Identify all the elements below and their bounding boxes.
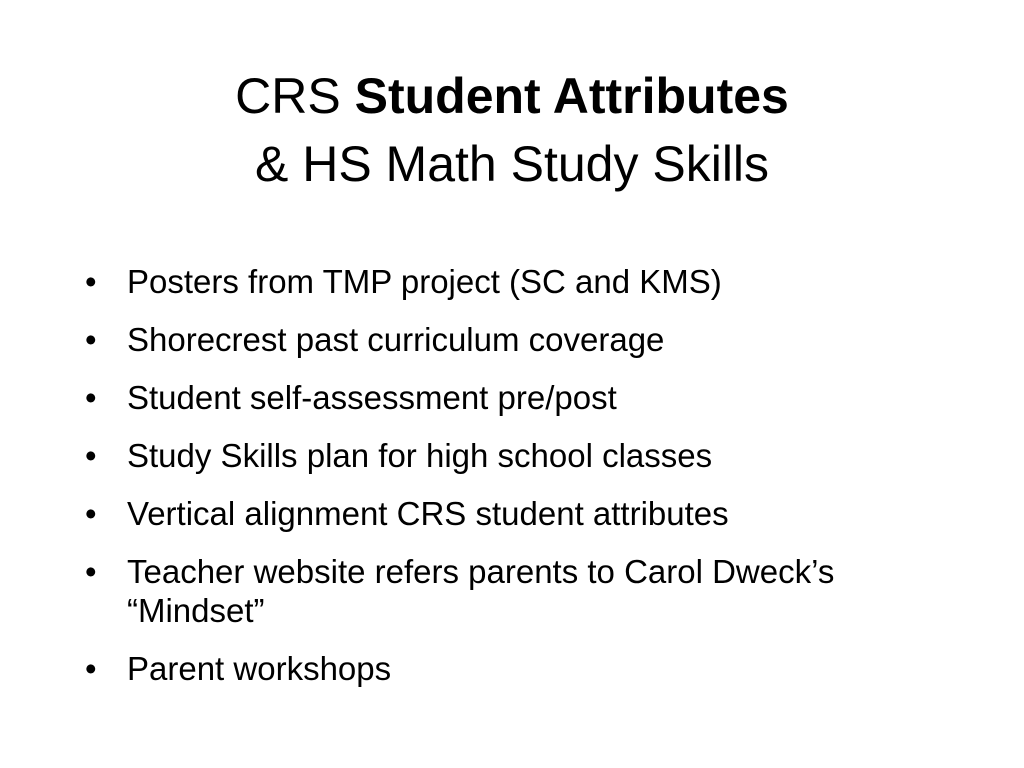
bullet-item	[85, 552, 945, 630]
bullet-list	[85, 262, 945, 707]
bullet-text: Student self-assessment pre/post	[127, 379, 617, 416]
bullet-item	[85, 649, 945, 688]
bullet-text: Posters from TMP project (SC and KMS)	[127, 263, 722, 300]
title-line-2: & HS Math Study Skills	[254, 136, 770, 192]
bullet-text: Parent workshops	[127, 650, 392, 687]
title-prefix: CRS	[235, 68, 355, 124]
bullet-icon: •	[85, 553, 97, 590]
slide-title	[0, 62, 1024, 198]
bullet-item	[85, 436, 945, 475]
bullet-icon: •	[85, 379, 97, 416]
bullet-item	[85, 494, 945, 533]
bullet-icon: •	[85, 495, 97, 532]
bullet-text: Vertical alignment CRS student attributes	[127, 495, 729, 532]
bullet-text: Study Skills plan for high school classes	[127, 437, 713, 474]
bullet-text: Shorecrest past curriculum coverage	[127, 321, 665, 358]
bullet-item	[85, 262, 945, 301]
bullet-item	[85, 378, 945, 417]
bullet-icon: •	[85, 437, 97, 474]
title-line-1	[0, 62, 1024, 130]
title-bold: Student Attributes	[354, 68, 789, 124]
bullet-icon: •	[85, 263, 97, 300]
bullet-icon: •	[85, 650, 97, 687]
bullet-icon: •	[85, 321, 97, 358]
bullet-item	[85, 320, 945, 359]
bullet-text: Teacher website refers parents to Carol Dweck’s “Mindset”	[127, 553, 835, 629]
